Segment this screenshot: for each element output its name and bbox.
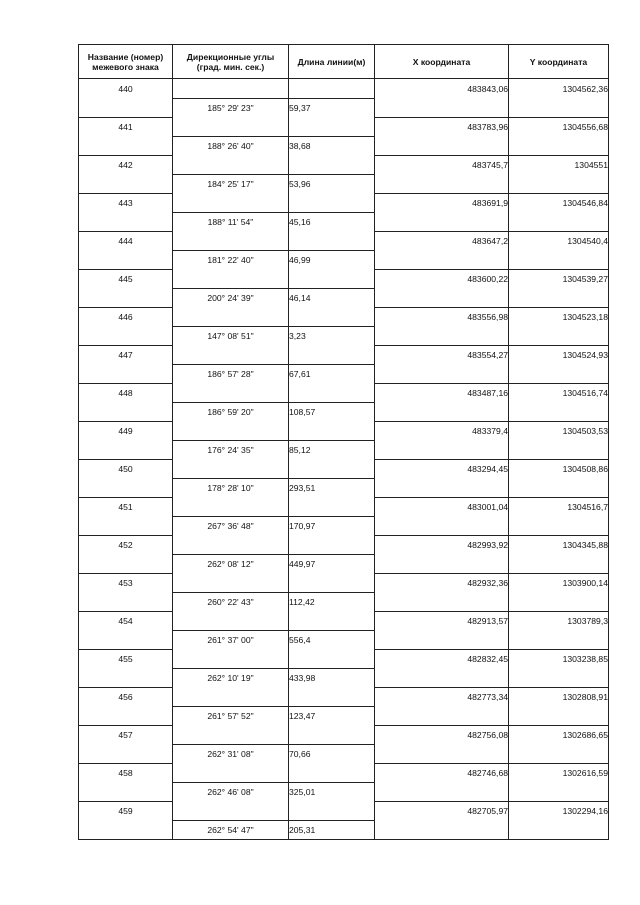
table-row [79,763,609,782]
header-directional-angles: Дирекционные углы (град. мин. сек.) [173,45,289,79]
marker-empty [79,820,173,840]
line-length: 38,68 [289,136,375,155]
line-length: 108,57 [289,402,375,421]
directional-angle: 188° 11' 54" [173,212,289,231]
directional-angle: 186° 59' 20" [173,402,289,421]
line-length: 123,47 [289,706,375,725]
table-row [79,307,609,326]
line-length: 293,51 [289,478,375,497]
y-coordinate: 1304523,18 [509,307,609,326]
x-empty [375,516,509,535]
table-row [79,212,609,231]
y-empty [509,592,609,611]
y-coordinate: 1304508,86 [509,459,609,478]
table-row [79,820,609,840]
marker-empty [79,782,173,801]
angle-empty [173,79,289,99]
y-empty [509,668,609,687]
length-empty [289,307,375,326]
table-row [79,402,609,421]
x-coordinate: 483554,27 [375,345,509,364]
x-coordinate: 483691,9 [375,193,509,212]
y-coordinate: 1303238,85 [509,649,609,668]
length-empty [289,611,375,630]
x-coordinate: 482993,92 [375,535,509,554]
x-coordinate: 482832,45 [375,649,509,668]
x-coordinate: 483379,4 [375,421,509,440]
y-coordinate: 1302616,59 [509,763,609,782]
table-body [79,79,609,840]
marker-empty [79,440,173,459]
marker-number: 459 [79,801,173,820]
x-coordinate: 482773,34 [375,687,509,706]
x-empty [375,668,509,687]
y-empty [509,516,609,535]
table-row [79,117,609,136]
angle-empty [173,687,289,706]
header-x-coordinate: X координата [375,45,509,79]
directional-angle: 261° 37' 00" [173,630,289,649]
y-coordinate: 1304556,68 [509,117,609,136]
marker-number: 441 [79,117,173,136]
marker-empty [79,706,173,725]
y-coordinate: 1303900,14 [509,573,609,592]
marker-number: 449 [79,421,173,440]
length-empty [289,725,375,744]
table-row [79,364,609,383]
line-length: 46,14 [289,288,375,307]
directional-angle: 184° 25' 17" [173,174,289,193]
line-length: 449,97 [289,554,375,573]
marker-number: 443 [79,193,173,212]
angle-empty [173,497,289,516]
length-empty [289,231,375,250]
angle-empty [173,307,289,326]
marker-number: 458 [79,763,173,782]
length-empty [289,649,375,668]
marker-number: 454 [79,611,173,630]
y-empty [509,326,609,345]
y-empty [509,782,609,801]
y-coordinate: 1303789,3 [509,611,609,630]
line-length: 3,23 [289,326,375,345]
table-row [79,79,609,99]
table-row [79,269,609,288]
table-row [79,98,609,117]
x-coordinate: 482705,97 [375,801,509,820]
length-empty [289,687,375,706]
line-length: 205,31 [289,820,375,840]
table-row [79,801,609,820]
angle-empty [173,117,289,136]
marker-number: 442 [79,155,173,174]
marker-empty [79,250,173,269]
angle-empty [173,763,289,782]
marker-empty [79,630,173,649]
directional-angle: 262° 54' 47" [173,820,289,840]
y-coordinate: 1304345,88 [509,535,609,554]
line-length: 70,66 [289,744,375,763]
length-empty [289,535,375,554]
table-row [79,706,609,725]
angle-empty [173,535,289,554]
marker-number: 455 [79,649,173,668]
directional-angle: 262° 10' 19" [173,668,289,687]
table-row [79,250,609,269]
y-coordinate: 1302808,91 [509,687,609,706]
header-y-coordinate: Y координата [509,45,609,79]
length-empty [289,497,375,516]
x-empty [375,554,509,573]
table-row [79,478,609,497]
line-length: 53,96 [289,174,375,193]
marker-number: 456 [79,687,173,706]
table-row [79,592,609,611]
y-coordinate: 1304503,53 [509,421,609,440]
boundary-coordinates-table [78,44,609,840]
table-row [79,440,609,459]
length-empty [289,79,375,99]
header-line-length: Длина линии(м) [289,45,375,79]
y-coordinate: 1304524,93 [509,345,609,364]
marker-number: 452 [79,535,173,554]
angle-empty [173,231,289,250]
x-coordinate: 483001,04 [375,497,509,516]
y-empty [509,174,609,193]
line-length: 45,16 [289,212,375,231]
x-empty [375,630,509,649]
table-row [79,231,609,250]
length-empty [289,155,375,174]
x-empty [375,326,509,345]
table-row [79,326,609,345]
y-coordinate: 1302686,65 [509,725,609,744]
directional-angle: 200° 24' 39" [173,288,289,307]
table-row [79,687,609,706]
table-row [79,193,609,212]
table-header-row [79,45,609,79]
line-length: 556,4 [289,630,375,649]
x-coordinate: 483487,16 [375,383,509,402]
x-coordinate: 483843,06 [375,79,509,99]
directional-angle: 260° 22' 43" [173,592,289,611]
x-coordinate: 483745,7 [375,155,509,174]
marker-number: 445 [79,269,173,288]
marker-empty [79,668,173,687]
angle-empty [173,611,289,630]
marker-empty [79,136,173,155]
x-coordinate: 483600,22 [375,269,509,288]
y-empty [509,212,609,231]
line-length: 59,37 [289,98,375,117]
marker-empty [79,402,173,421]
length-empty [289,763,375,782]
line-length: 67,61 [289,364,375,383]
x-empty [375,212,509,231]
x-empty [375,174,509,193]
marker-number: 444 [79,231,173,250]
directional-angle: 185° 29' 23" [173,98,289,117]
x-coordinate: 482756,08 [375,725,509,744]
x-empty [375,820,509,840]
table-row [79,516,609,535]
length-empty [289,383,375,402]
marker-number: 450 [79,459,173,478]
marker-empty [79,98,173,117]
marker-empty [79,516,173,535]
directional-angle: 181° 22' 40" [173,250,289,269]
y-coordinate: 1304539,27 [509,269,609,288]
y-empty [509,136,609,155]
y-empty [509,554,609,573]
table-row [79,155,609,174]
marker-number: 453 [79,573,173,592]
directional-angle: 262° 08' 12" [173,554,289,573]
header-marker-name: Название (номер) межевого знака [79,45,173,79]
y-coordinate: 1304562,36 [509,79,609,99]
length-empty [289,573,375,592]
y-coordinate: 1304516,7 [509,497,609,516]
y-empty [509,820,609,840]
y-empty [509,478,609,497]
table-row [79,611,609,630]
table-row [79,383,609,402]
line-length: 170,97 [289,516,375,535]
angle-empty [173,801,289,820]
marker-number: 457 [79,725,173,744]
directional-angle: 188° 26' 40" [173,136,289,155]
marker-number: 448 [79,383,173,402]
y-empty [509,98,609,117]
y-coordinate: 1304516,74 [509,383,609,402]
angle-empty [173,383,289,402]
line-length: 85,12 [289,440,375,459]
angle-empty [173,269,289,288]
line-length: 433,98 [289,668,375,687]
marker-empty [79,212,173,231]
x-empty [375,402,509,421]
table-row [79,497,609,516]
line-length: 46,99 [289,250,375,269]
x-empty [375,250,509,269]
table-row [79,421,609,440]
marker-number: 440 [79,79,173,99]
table-row [79,744,609,763]
marker-empty [79,592,173,611]
y-empty [509,744,609,763]
table-row [79,535,609,554]
length-empty [289,345,375,364]
y-coordinate: 1304540,4 [509,231,609,250]
x-empty [375,98,509,117]
length-empty [289,269,375,288]
x-empty [375,478,509,497]
directional-angle: 178° 28' 10" [173,478,289,497]
table-row [79,459,609,478]
y-coordinate: 1302294,16 [509,801,609,820]
length-empty [289,117,375,136]
line-length: 112,42 [289,592,375,611]
table-row [79,345,609,364]
x-coordinate: 483783,96 [375,117,509,136]
marker-empty [79,326,173,345]
length-empty [289,193,375,212]
directional-angle: 262° 46' 08" [173,782,289,801]
y-empty [509,706,609,725]
angle-empty [173,725,289,744]
angle-empty [173,573,289,592]
marker-empty [79,174,173,193]
x-empty [375,592,509,611]
x-empty [375,364,509,383]
directional-angle: 267° 36' 48" [173,516,289,535]
length-empty [289,421,375,440]
directional-angle: 186° 57' 28" [173,364,289,383]
x-empty [375,288,509,307]
marker-empty [79,554,173,573]
table-row [79,136,609,155]
x-coordinate: 483647,2 [375,231,509,250]
table-row [79,630,609,649]
angle-empty [173,649,289,668]
x-empty [375,136,509,155]
directional-angle: 176° 24' 35" [173,440,289,459]
x-empty [375,782,509,801]
directional-angle: 147° 08' 51" [173,326,289,345]
table-row [79,782,609,801]
table-row [79,573,609,592]
angle-empty [173,459,289,478]
x-coordinate: 482932,36 [375,573,509,592]
y-empty [509,250,609,269]
x-coordinate: 483556,98 [375,307,509,326]
angle-empty [173,193,289,212]
table-row [79,668,609,687]
angle-empty [173,345,289,364]
x-empty [375,706,509,725]
table-row [79,554,609,573]
angle-empty [173,155,289,174]
length-empty [289,801,375,820]
y-empty [509,402,609,421]
x-empty [375,744,509,763]
x-coordinate: 483294,45 [375,459,509,478]
angle-empty [173,421,289,440]
table-row [79,725,609,744]
marker-empty [79,364,173,383]
table-row [79,288,609,307]
x-empty [375,440,509,459]
y-coordinate: 1304551 [509,155,609,174]
x-coordinate: 482913,57 [375,611,509,630]
y-empty [509,630,609,649]
marker-empty [79,744,173,763]
y-empty [509,440,609,459]
marker-empty [79,288,173,307]
y-empty [509,288,609,307]
table-row [79,174,609,193]
directional-angle: 261° 57' 52" [173,706,289,725]
table-row [79,649,609,668]
marker-number: 447 [79,345,173,364]
y-empty [509,364,609,383]
line-length: 325,01 [289,782,375,801]
marker-number: 451 [79,497,173,516]
x-coordinate: 482746,68 [375,763,509,782]
length-empty [289,459,375,478]
y-coordinate: 1304546,84 [509,193,609,212]
marker-empty [79,478,173,497]
directional-angle: 262° 31' 08" [173,744,289,763]
marker-number: 446 [79,307,173,326]
